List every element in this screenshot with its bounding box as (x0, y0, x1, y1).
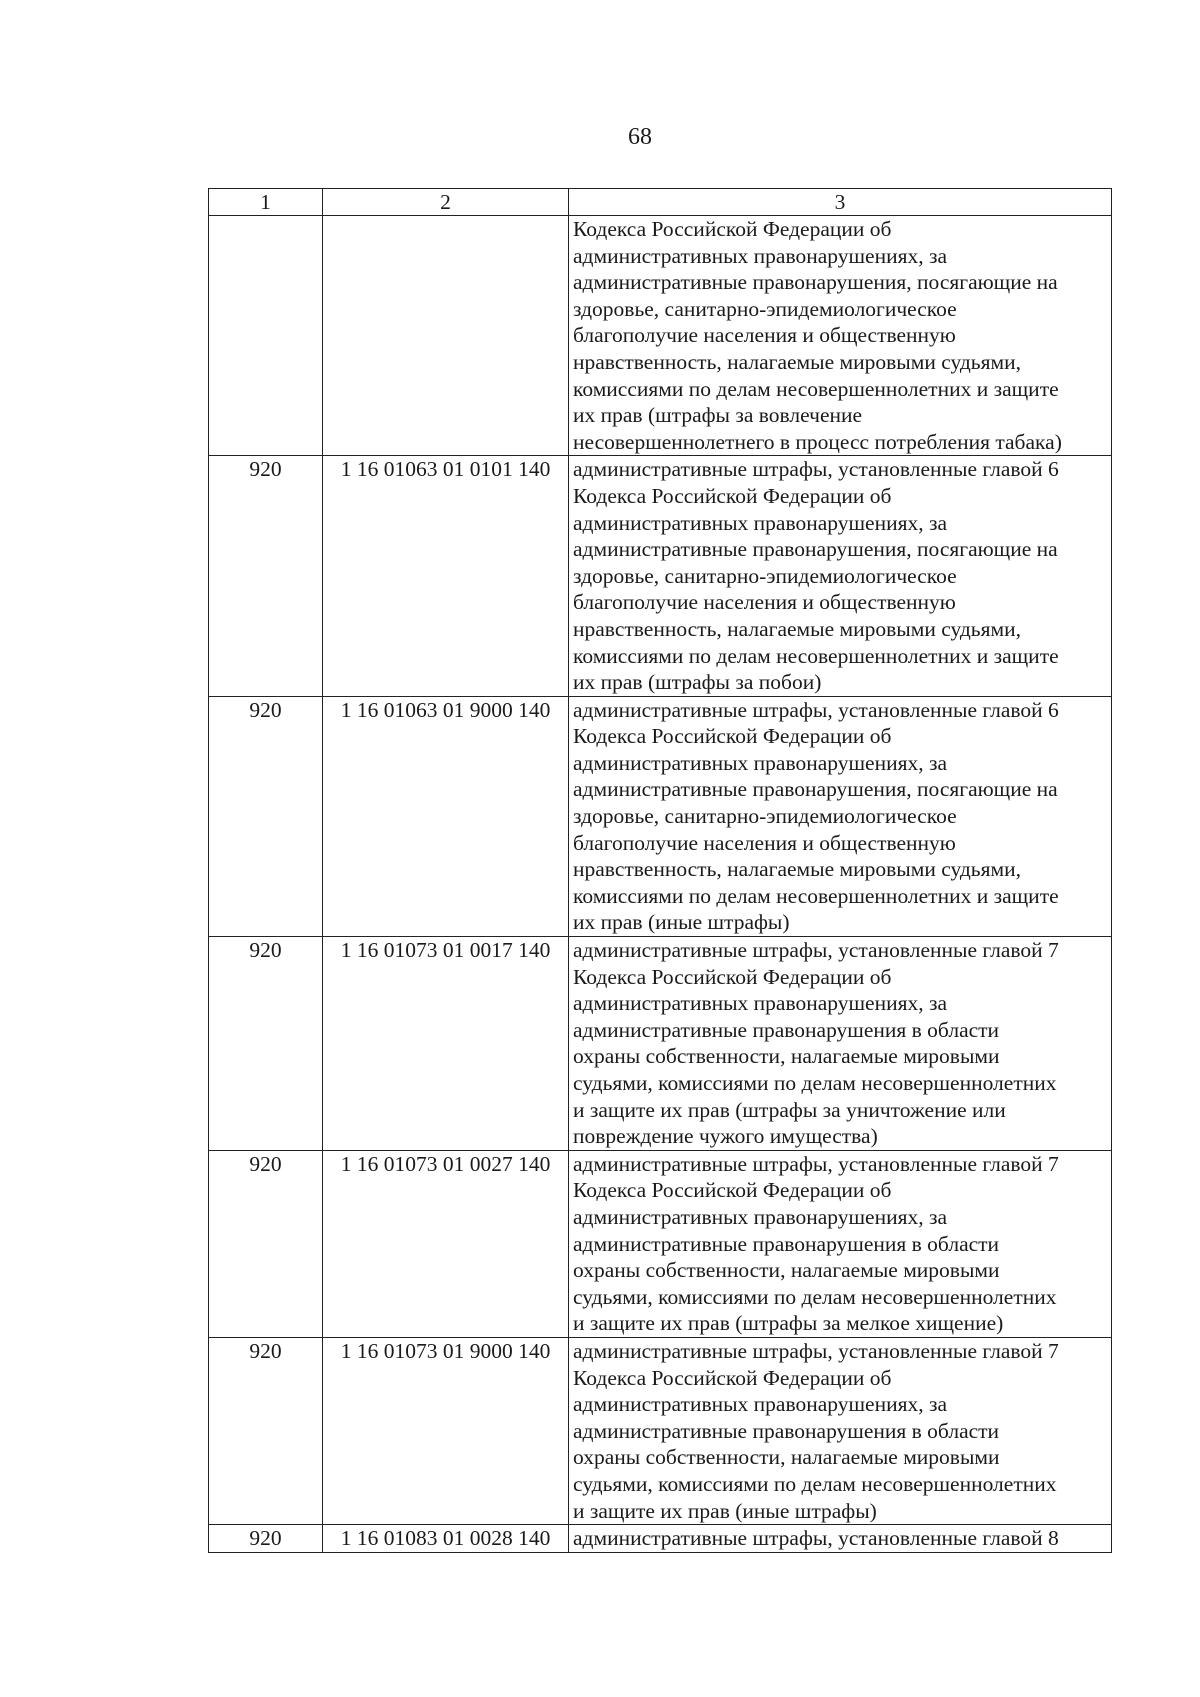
description-line: несовершеннолетнего в процесс потребления табака) (573, 429, 1062, 454)
description-line: их прав (иные штрафы) (573, 910, 790, 935)
description-cell (569, 456, 1112, 696)
description-line: Кодекса Российской Федерации об (573, 217, 892, 241)
description-line: их прав (штрафы за вовлечение (573, 403, 863, 428)
budget-code-cell: 1 16 01073 01 0017 140 (323, 937, 569, 1151)
budget-code-cell: 1 16 01063 01 0101 140 (323, 456, 569, 696)
description-line: нравственность, налагаемые мировыми судьями, (573, 616, 1021, 641)
budget-code-cell: 1 16 01073 01 9000 140 (323, 1337, 569, 1524)
description-line: административные штрафы, установленные главой 6 (573, 697, 1059, 722)
description-line: административные штрафы, установленные главой 7 (573, 938, 1059, 963)
admin-code-cell: 920 (209, 456, 323, 696)
description-line: Кодекса Российской Федерации об (573, 964, 892, 989)
description-line: административные штрафы, установленные главой 8 (573, 1526, 1059, 1551)
description-line: здоровье, санитарно-эпидемиологическое (573, 804, 957, 829)
description-line: административных правонарушениях, за (573, 1204, 948, 1229)
budget-code-cell: 1 16 01073 01 0027 140 (323, 1150, 569, 1337)
description-line: и защите их прав (штрафы за уничтожение или (573, 1097, 1006, 1122)
description-line: охраны собственности, налагаемые мировыми (573, 1044, 1000, 1069)
description-line: комиссиями по делам несовершеннолетних и защите (573, 883, 1059, 908)
description-line: административные штрафы, установленные главой 7 (573, 1338, 1059, 1363)
description-cell (569, 1525, 1112, 1553)
table-row (209, 1337, 1112, 1524)
revenue-codes-table (208, 188, 1112, 1553)
description-line: административные штрафы, установленные главой 7 (573, 1151, 1059, 1176)
table-row (209, 216, 1112, 456)
description-line: Кодекса Российской Федерации об (573, 724, 892, 749)
description-line: административных правонарушениях, за (573, 243, 948, 268)
description-line: и защите их прав (иные штрафы) (573, 1498, 877, 1523)
description-line: судьями, комиссиями по делам несовершеннолетних (573, 1471, 1057, 1496)
description-line: здоровье, санитарно-эпидемиологическое (573, 563, 957, 588)
column-header-2: 2 (323, 189, 569, 216)
description-line: административные правонарушения, посягающие на (573, 537, 1058, 562)
description-line: административные правонарушения в области (573, 1017, 1000, 1042)
admin-code-cell: 920 (209, 696, 323, 936)
description-line: судьями, комиссиями по делам несовершеннолетних (573, 1071, 1057, 1095)
description-line: административные правонарушения в области (573, 1231, 1000, 1256)
description-line: административных правонарушениях, за (573, 750, 948, 775)
description-cell (569, 1337, 1112, 1524)
budget-code-cell (323, 216, 569, 456)
description-line: комиссиями по делам несовершеннолетних и защите (573, 376, 1059, 401)
description-line: благополучие населения и общественную (573, 590, 956, 615)
description-line: комиссиями по делам несовершеннолетних и защите (573, 643, 1059, 668)
table-row (209, 937, 1112, 1151)
description-line: административных правонарушениях, за (573, 991, 948, 1016)
admin-code-cell (209, 216, 323, 456)
description-line: повреждение чужого имущества) (573, 1124, 878, 1149)
table-row (209, 456, 1112, 696)
admin-code-cell: 920 (209, 1525, 323, 1553)
description-line: Кодекса Российской Федерации об (573, 1365, 892, 1390)
budget-code-cell: 1 16 01063 01 9000 140 (323, 696, 569, 936)
description-line: благополучие населения и общественную (573, 830, 956, 855)
description-line: здоровье, санитарно-эпидемиологическое (573, 296, 957, 321)
description-line: и защите их прав (штрафы за мелкое хищение) (573, 1311, 1004, 1336)
admin-code-cell: 920 (209, 1337, 323, 1524)
description-line: судьями, комиссиями по делам несовершеннолетних (573, 1284, 1057, 1309)
table-header-row (209, 189, 1112, 216)
table-row (209, 1150, 1112, 1337)
description-line: административные правонарушения, посягающие на (573, 270, 1058, 295)
description-line: административные правонарушения в области (573, 1418, 1000, 1443)
description-cell (569, 937, 1112, 1151)
description-line: административных правонарушениях, за (573, 510, 948, 535)
description-line: их прав (штрафы за побои) (573, 670, 822, 695)
admin-code-cell: 920 (209, 937, 323, 1151)
column-header-1: 1 (209, 189, 323, 216)
description-line: охраны собственности, налагаемые мировыми (573, 1258, 1000, 1283)
description-line: благополучие населения и общественную (573, 323, 956, 348)
description-line: охраны собственности, налагаемые мировыми (573, 1445, 1000, 1470)
budget-code-cell: 1 16 01083 01 0028 140 (323, 1525, 569, 1553)
description-line: нравственность, налагаемые мировыми судьями, (573, 349, 1021, 374)
table-row (209, 696, 1112, 936)
page-number: 68 (628, 124, 652, 150)
description-line: Кодекса Российской Федерации об (573, 1178, 892, 1203)
description-cell (569, 696, 1112, 936)
description-line: нравственность, налагаемые мировыми судьями, (573, 857, 1021, 882)
description-line: административные правонарушения, посягающие на (573, 777, 1058, 802)
description-line: Кодекса Российской Федерации об (573, 483, 892, 508)
admin-code-cell: 920 (209, 1150, 323, 1337)
description-line: административные штрафы, установленные главой 6 (573, 457, 1059, 482)
description-cell (569, 216, 1112, 456)
table-body (209, 216, 1112, 1553)
table-row (209, 1525, 1112, 1553)
column-header-3: 3 (569, 189, 1112, 216)
description-cell (569, 1150, 1112, 1337)
description-line: административных правонарушениях, за (573, 1392, 948, 1417)
